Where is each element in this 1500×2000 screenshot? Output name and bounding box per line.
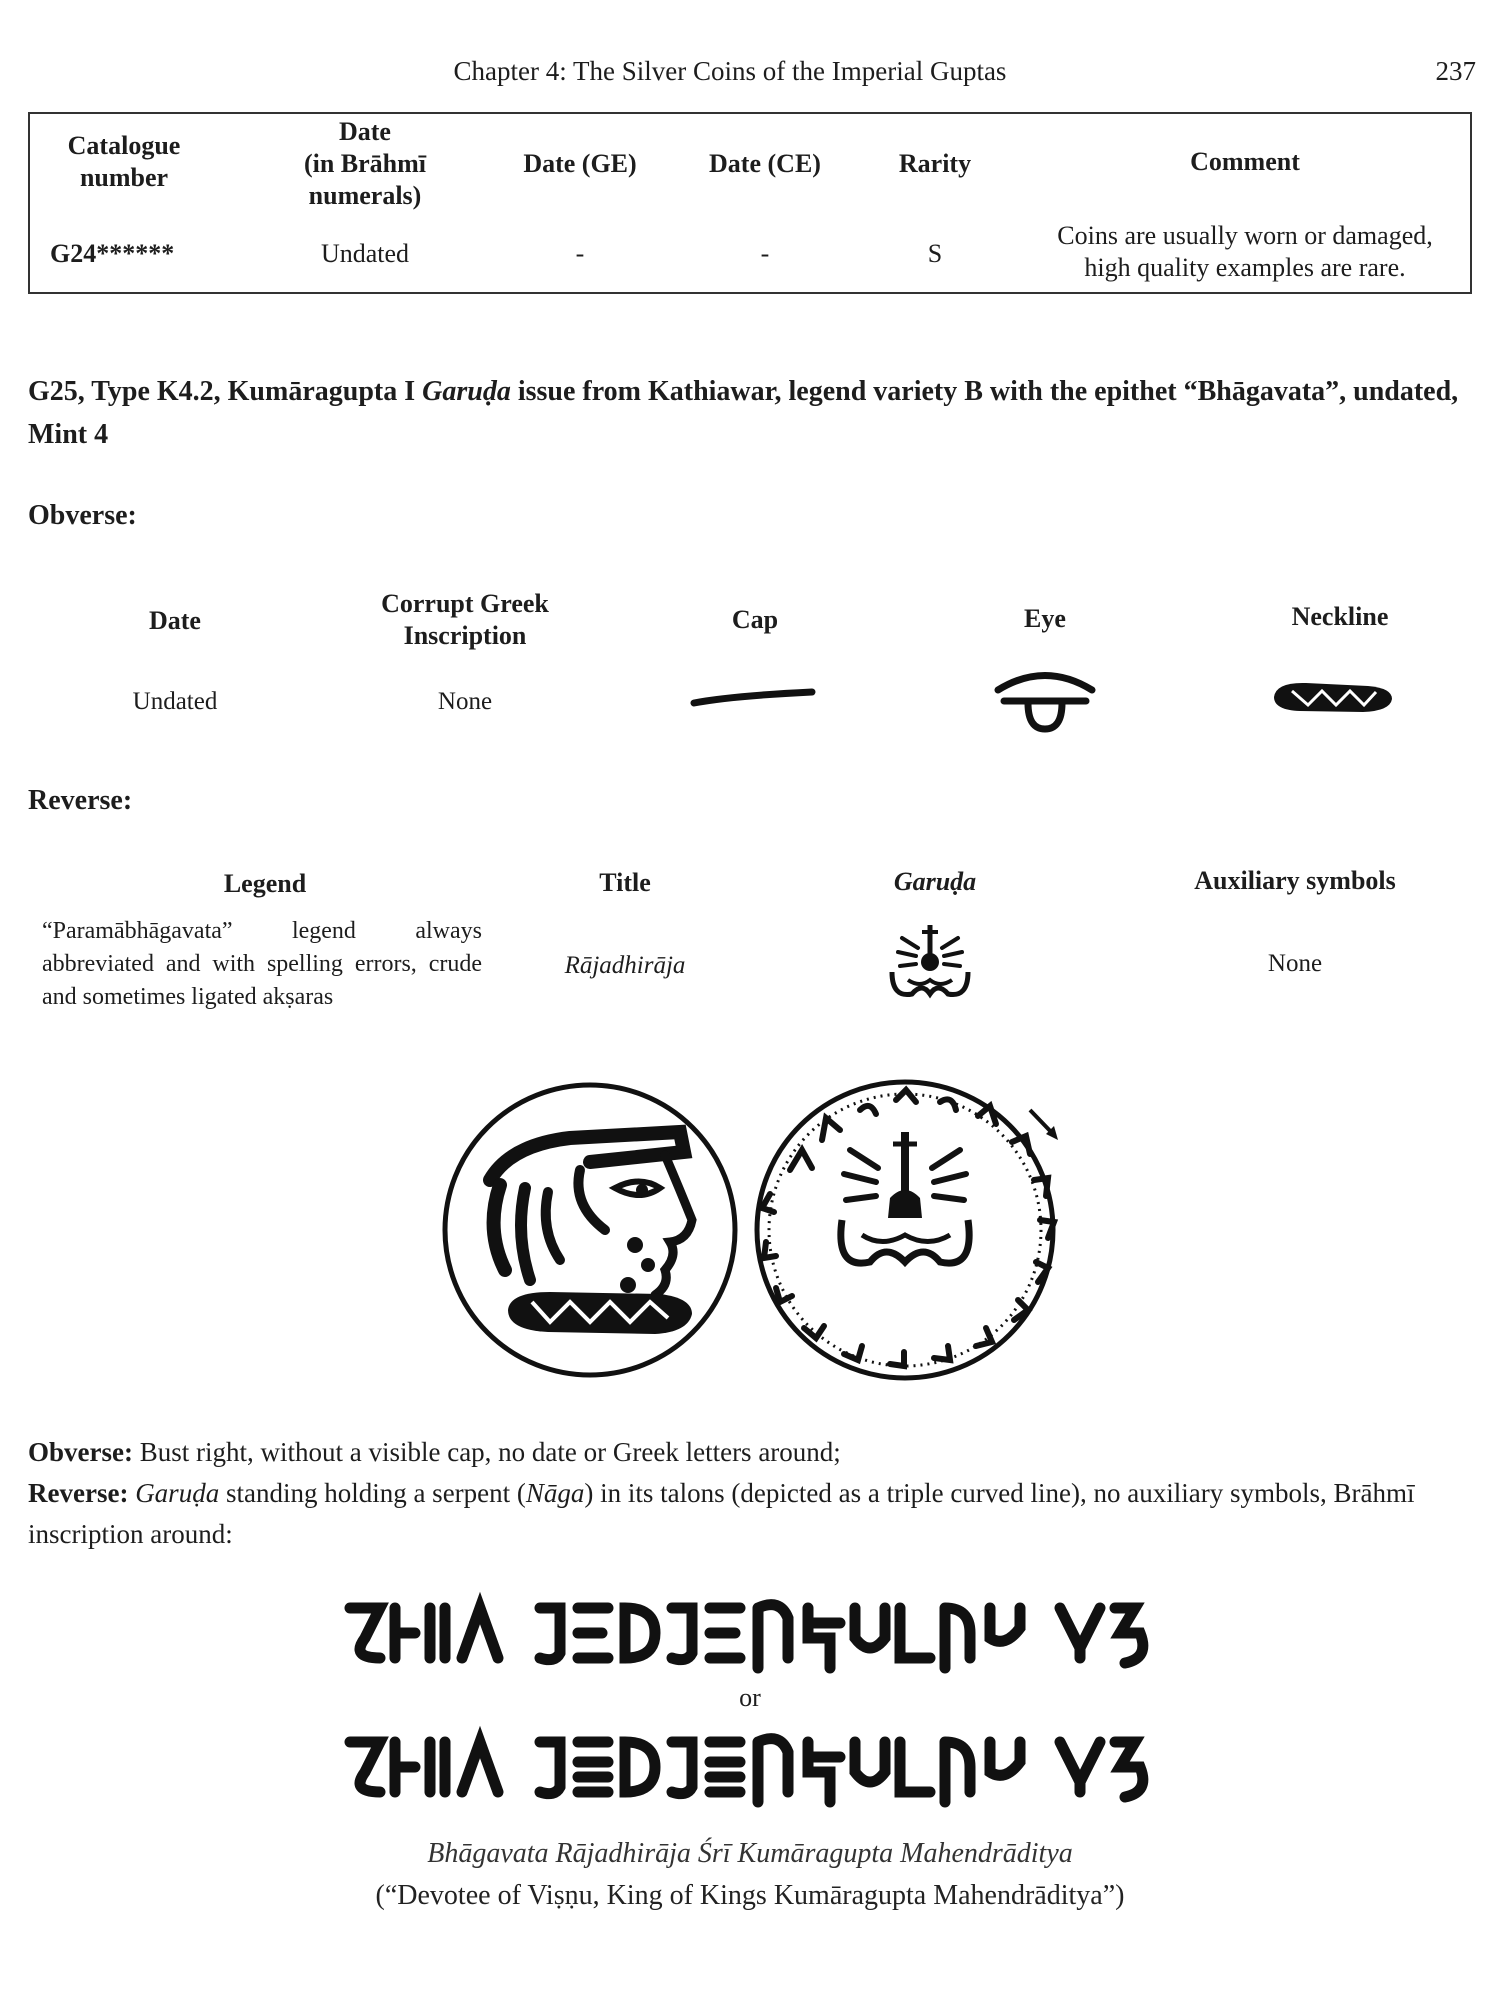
reverse-header-aux: Auxiliary symbols bbox=[1194, 866, 1396, 895]
obverse-greek-value: None bbox=[437, 688, 493, 715]
obverse-description: Obverse: Bust right, without a visible cap, no date or Greek letters around; bbox=[28, 1437, 841, 1467]
header-brahmi-date: Date (in Brāhmī numerals) bbox=[303, 117, 427, 210]
running-header bbox=[0, 52, 1500, 92]
reverse-description: Reverse: Garuḍa standing holding a serpent (Nāga) in its talons (depicted as a triple curved line), no auxiliary symbols, Brāhmī inscription around: bbox=[28, 1478, 1415, 1549]
cell-brahmi-date: Undated bbox=[320, 239, 410, 268]
cell-date-ce: - bbox=[760, 239, 770, 268]
reverse-header-legend: Legend bbox=[223, 869, 307, 898]
obverse-header-neckline: Neckline bbox=[1291, 602, 1389, 631]
eye-drawing bbox=[990, 665, 1100, 735]
obverse-header-cap: Cap bbox=[731, 605, 779, 634]
heading-garuda: Garuḍa bbox=[422, 376, 511, 407]
obverse-header-date: Date bbox=[149, 606, 201, 635]
catalogue-table bbox=[28, 112, 1472, 294]
reverse-label: Reverse: bbox=[28, 785, 133, 816]
obverse-header-greek: Corrupt Greek Inscription bbox=[381, 589, 549, 650]
issue-heading: G25, Type K4.2, Kumāragupta I Garuḍa issue from Kathiawar, legend variety B with the epithet “Bhāgavata”, undated, Mint 4 bbox=[28, 376, 1459, 450]
header-date-ge: Date (GE) bbox=[523, 149, 637, 178]
cell-rarity: S bbox=[927, 239, 943, 268]
cell-catalogue-number: G24****** bbox=[50, 239, 175, 268]
reverse-coin-drawing bbox=[757, 1082, 1058, 1378]
garuda-symbol-drawing bbox=[880, 920, 980, 1005]
inscription-translation: (“Devotee of Viṣṇu, King of Kings Kumāragupta Mahendrāditya”) bbox=[375, 1880, 1125, 1911]
cap-line-drawing bbox=[690, 675, 820, 715]
obverse-date-value: Undated bbox=[132, 688, 218, 715]
inscription-transliteration: Bhāgavata Rājadhirāja Śrī Kumāragupta Mahendrāditya bbox=[427, 1838, 1073, 1869]
coin-drawings bbox=[430, 1070, 1080, 1390]
or-separator: or bbox=[739, 1683, 761, 1712]
header-rarity: Rarity bbox=[898, 149, 972, 178]
obverse-header-eye: Eye bbox=[1024, 604, 1066, 633]
reverse-legend-value: “Paramābhāgavata” legend always abbreviated and with spelling errors, crude and sometimes ligated akṣaras bbox=[42, 918, 482, 1010]
reverse-header-garuda: Garuḍa bbox=[893, 867, 977, 896]
obverse-coin-drawing bbox=[445, 1085, 735, 1375]
neckline-drawing bbox=[1268, 675, 1398, 720]
cell-date-ge: - bbox=[575, 239, 585, 268]
header-catalogue-number: Catalogue number bbox=[67, 131, 181, 192]
coin-description bbox=[28, 1432, 1478, 1555]
reverse-aux-value: None bbox=[1267, 950, 1323, 977]
running-title: Chapter 4: The Silver Coins of the Imperial Guptas bbox=[453, 56, 1007, 86]
obverse-label: Obverse: bbox=[28, 500, 137, 531]
brahmi-inscription-1 bbox=[340, 1588, 1160, 1678]
header-comment: Comment bbox=[1190, 147, 1300, 176]
page-number: 237 bbox=[1435, 56, 1476, 86]
header-date-ce: Date (CE) bbox=[709, 149, 821, 178]
reverse-header-title: Title bbox=[599, 868, 651, 897]
brahmi-inscription-2 bbox=[340, 1722, 1160, 1812]
reverse-title-value: Rājadhirāja bbox=[564, 952, 686, 979]
cell-comment: Coins are usually worn or damaged, high quality examples are rare. bbox=[1057, 221, 1433, 282]
